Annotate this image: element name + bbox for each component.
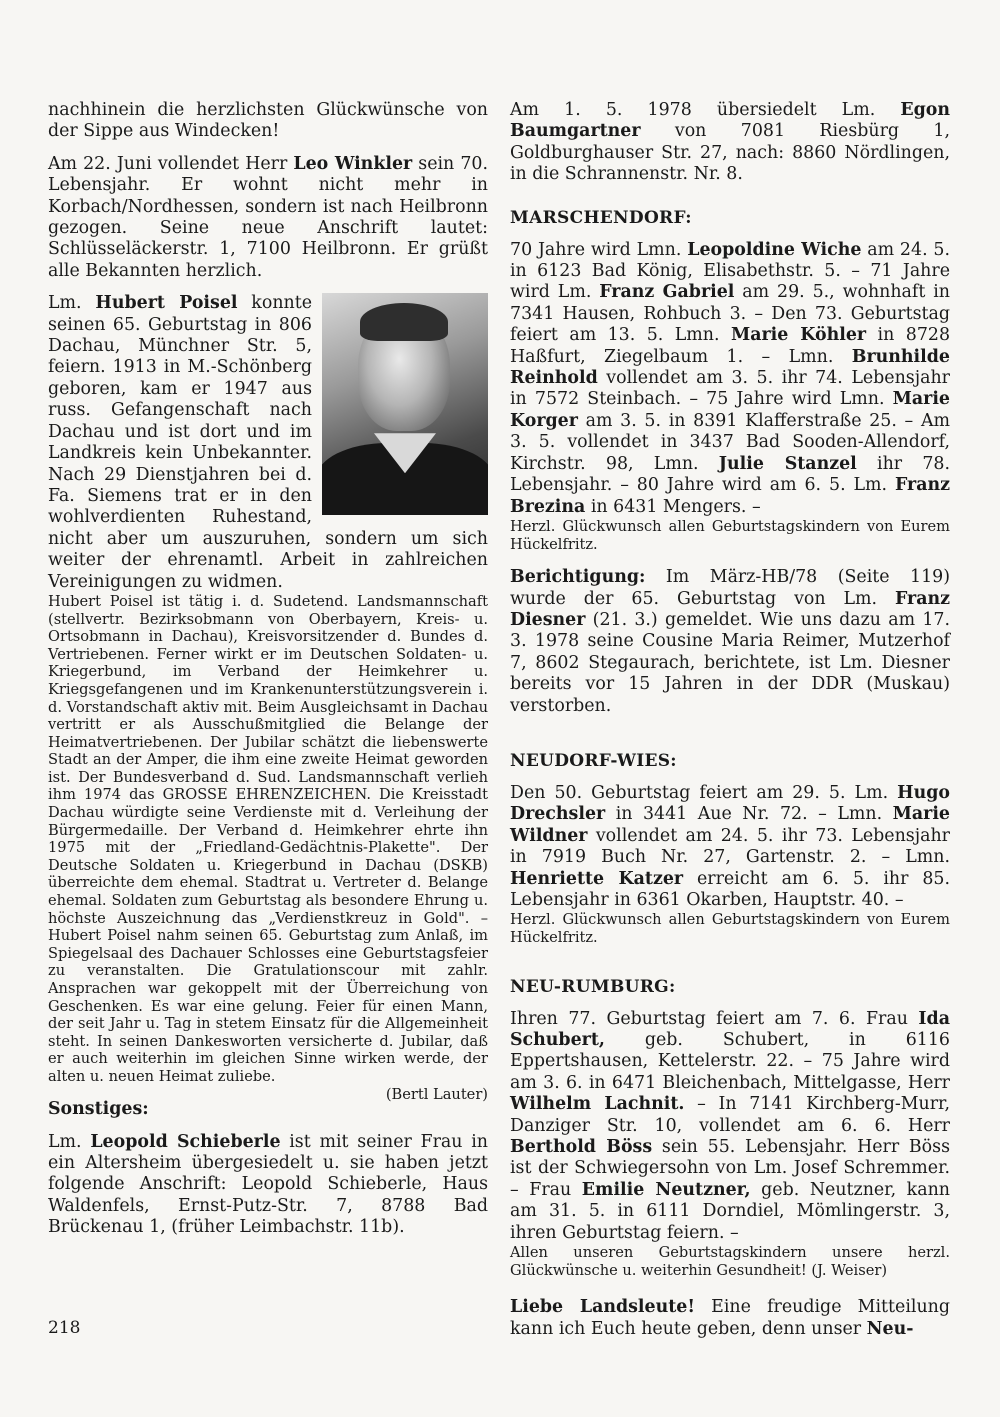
neudorf-heading: NEUDORF-WIES:	[510, 750, 677, 771]
person-name: Marie Köhler	[730, 325, 867, 346]
neurumburg-paragraph	[510, 1009, 950, 1244]
person-name: Egon Baumgartner	[510, 100, 950, 142]
person-name: Franz Diesner	[510, 588, 950, 630]
person-name: Leopold Schieberle	[90, 1131, 281, 1152]
text: in 3441 Aue Nr. 72. – Lmn.	[605, 804, 893, 825]
berichtigung-paragraph	[510, 567, 950, 717]
person-name: Franz Brezina	[510, 475, 950, 517]
label: Berichtigung:	[510, 567, 646, 588]
right-column	[510, 100, 950, 1340]
poisel-details: Hubert Poisel ist tätig i. d. Sudetend. Landsmannschaft (stellvertr. Bezirksobmann von Oberbayern, Kreis- u. Ortsobmann in Dachau), Kreisvorsitzender d. Bundes d. Vertriebenen. Ferner wirkt er im Deutschen Soldaten- u. Kriegerbund, im Verband der Heimkehrer u. Kriegsgefangenen und im Krankenunterstützungsverein i. d. Vorstandschaft aktiv mit. Beim Ausgleichsamt in Dachau vertritt er als Ausschußmitglied die Belange der Heimatvertriebenen. Der Jubilar schätzt die liebenswerte Stadt an der Amper, die ihm eine zweite Heimat geworden ist. Der Bundesverband d. Sud. Landsmannschaft verlieh ihm 1974 das GROSSE EHRENZEICHEN. Die Kreisstadt Dachau würdigte seine Verdienste mit d. Verleihung der Bürgermedaille. Der Verband d. Heimkehrer ehrte ihn 1975 mit der „Friedland-Gedächtnis-Plakette". Der Deutsche Soldaten u. Kriegerbund in Dachau (DSKB) überreichte dem ehemal. Stadtrat u. Vertreter d. Belange ehemal. Soldaten zum Geburtstag als besondere Ehrung u. höchste Auszeichnung das „Verdienstkreuz in Gold". – Hubert Poisel nahm seinen 65. Geburtstag zum Anlaß, im Spiegelsaal des Dachauer Schlosses eine Geburtstagsfeier zu veranstalten. Die Gratulationscour mit zahlr. Ansprachen war gekoppelt mit der Überreichung von Geschenken. Es war eine gelung. Feier für einen Mann, der seit Jahr u. Tag in stetem Einsatz für die Allgemeinheit steht. In seinen Dankesworten versicherte d. Jubilar, daß er auch weiterhin im gleichen Sinne wirken werde, der alten u. neuen Heimat zuliebe.	[48, 592, 488, 1085]
poisel-section	[48, 293, 488, 593]
schieberle-paragraph	[48, 1132, 488, 1239]
person-name: Wilhelm Lachnit.	[510, 1094, 685, 1115]
sonstiges-heading: Sonstiges:	[48, 1099, 149, 1120]
winkler-paragraph	[48, 154, 488, 282]
person-name: Henriette Katzer	[510, 868, 684, 889]
text: Am 22. Juni vollendet Herr	[48, 153, 294, 174]
person-name: Hugo Drechsler	[510, 782, 950, 825]
text: Eine freudige Mitteilung kann ich Euch heute geben, denn unser	[510, 1297, 950, 1339]
page-number: 218	[48, 1318, 81, 1338]
person-name: Ida Schubert,	[510, 1008, 950, 1050]
greeting-neudorf: Herzl. Glückwunsch allen Geburtstagskindern von Eurem Hückelfritz.	[510, 911, 950, 946]
person-name: Emilie Neutzner,	[581, 1179, 751, 1200]
greeting-marschendorf: Herzl. Glückwunsch allen Geburtstagskindern von Eurem Hückelfritz.	[510, 517, 950, 553]
text: Lm.	[48, 293, 96, 314]
text: sein 70. Lebensjahr. Er wohnt nicht mehr in Korbach/Nordhessen, sondern ist nach Heilbronn gezogen. Seine neue Anschrift lautet: Schlüsseläckerstr. 1, 7100 Heilbronn. Er grüßt alle Bekannten herzlich.	[48, 153, 488, 281]
neurumburg-heading: NEU-RUMBURG:	[510, 976, 676, 997]
person-name: Julie Stanzel	[718, 453, 857, 474]
text: erreicht am 6. 5. ihr 85. Lebensjahr in 6361 Okarben, Hauptstr. 40. –	[510, 868, 950, 910]
text: am 3. 5. in 8391 Klafferstraße 25. – Am 3. 5. vollendet in 3437 Bad Sooden-Allendorf, Kirchstr. 98, Lmn.	[510, 410, 950, 474]
text: ihr 78. Lebensjahr. – 80 Jahre wird am 6. 5. Lm.	[510, 453, 950, 496]
text: von 7081 Riesbürg 1, Goldburghauser Str. 27, nach: 8860 Nördlingen, in die Schrannenstr. Nr. 8.	[510, 121, 950, 185]
text: Im März-HB/78 (Seite 119) wurde der 65. Geburtstag von Lm.	[510, 567, 950, 609]
text: Am 1. 5. 1978 übersiedelt Lm.	[510, 100, 901, 120]
text: – In 7141 Kirchberg-Murr, Danziger Str. 10, vollendet am 6. 6. Herr	[510, 1094, 950, 1136]
baumgartner-paragraph	[510, 100, 950, 186]
text: vollendet am 3. 5. ihr 74. Lebensjahr in 7572 Steinbach. – 75 Jahre wird Lmn.	[510, 368, 950, 410]
text: in 8728 Haßfurt, Ziegelbaum 1. – Lmn.	[510, 325, 951, 367]
text: Neu-	[866, 1318, 914, 1339]
text: (21. 3.) gemeldet. Wie uns dazu am 17. 3. 1978 seine Cousine Maria Reimer, Mutzerhof 7, 8602 Stegaurach, berichtete, ist Lm. Diesner bereits vor 15 Jahren in der DDR (Muskau) verstorben.	[510, 609, 950, 716]
portrait-photo	[322, 293, 488, 515]
marschendorf-heading: MARSCHENDORF:	[510, 207, 692, 228]
left-column	[48, 100, 488, 1239]
label: Liebe Landsleute!	[510, 1297, 695, 1318]
text: 70 Jahre wird Lmn.	[510, 239, 688, 260]
text: Den 50. Geburtstag feiert am 29. 5. Lm.	[510, 782, 898, 803]
person-name: Berthold Böss	[510, 1137, 653, 1157]
greeting-neurumburg: Allen unseren Geburtstagskindern unsere herzl. Glückwünsche u. weiterhin Gesundheit! (J. Weiser)	[510, 1244, 950, 1279]
text: geb. Neutzner, kann am 31. 5. in 6111 Dorndiel, Mömlingerstr. 3, ihren Geburtstag feiern. –	[510, 1179, 950, 1243]
text: in 6431 Mengers. –	[585, 496, 761, 517]
text: Lm.	[48, 1131, 91, 1152]
text: ist mit seiner Frau in ein Altersheim übergesiedelt u. sie haben jetzt folgende Anschrift: Leopold Schieberle, Haus Waldenfels, Ernst-Putz-Str. 7, 8788 Bad Brückenau 1, (früher Leimbachstr. 11b).	[48, 1131, 488, 1238]
left-paragraph-1: nachhinein die herzlichsten Glückwünsche von der Sippe aus Windecken!	[48, 100, 488, 142]
marschendorf-paragraph	[510, 240, 950, 518]
person-name: Marie Wildner	[510, 804, 950, 846]
person-name: Marie Korger	[510, 389, 950, 431]
person-name: Hubert Poisel	[95, 293, 238, 314]
signature: (Bertl Lauter)	[385, 1085, 488, 1103]
text: sein 55. Lebensjahr. Herr Böss ist der Schwiegersohn von Lm. Josef Schremmer. – Frau	[510, 1137, 950, 1200]
text: am 24. 5. in 6123 Bad König, Elisabethstr. 5. – 71 Jahre wird Lm.	[510, 239, 951, 303]
person-name: Franz Gabriel	[599, 282, 735, 303]
person-name: Leopoldine Wiche	[687, 239, 862, 260]
text: vollendet am 24. 5. ihr 73. Lebensjahr in 7919 Buch Nr. 27, Gartenstr. 2. – Lmn.	[510, 825, 950, 868]
person-name: Brunhilde Reinhold	[510, 346, 950, 389]
text: konnte seinen 65. Geburtstag in 806 Dachau, Münchner Str. 5, feiern. 1913 in M.-Schönberg geboren, kam er 1947 aus russ. Gefangenschaft nach Dachau und ist dort und im Landkreis kein Unbekannter. Nach 29 Dienstjahren bei d. Fa. Siemens trat er in den wohlverdienten Ruhestand, nicht aber um auszuruhen, sondern um sich weiter der ehrenamtl. Arbeit in zahlreichen Vereinigungen zu widmen.	[48, 293, 488, 592]
neudorf-paragraph	[510, 783, 950, 911]
closing-paragraph	[510, 1297, 950, 1340]
text: Ihren 77. Geburtstag feiert am 7. 6. Frau	[510, 1008, 919, 1029]
person-name: Leo Winkler	[293, 153, 413, 174]
text: am 29. 5., wohnhaft in 7341 Hausen, Rohbuch 3. – Den 73. Geburtstag feiert am 13. 5. Lmn.	[510, 282, 950, 346]
text: geb. Schubert, in 6116 Eppertshausen, Kettelerstr. 22. – 75 Jahre wird am 3. 6. in 6471 Bleichenbach, Mittelgasse, Herr	[510, 1029, 950, 1093]
